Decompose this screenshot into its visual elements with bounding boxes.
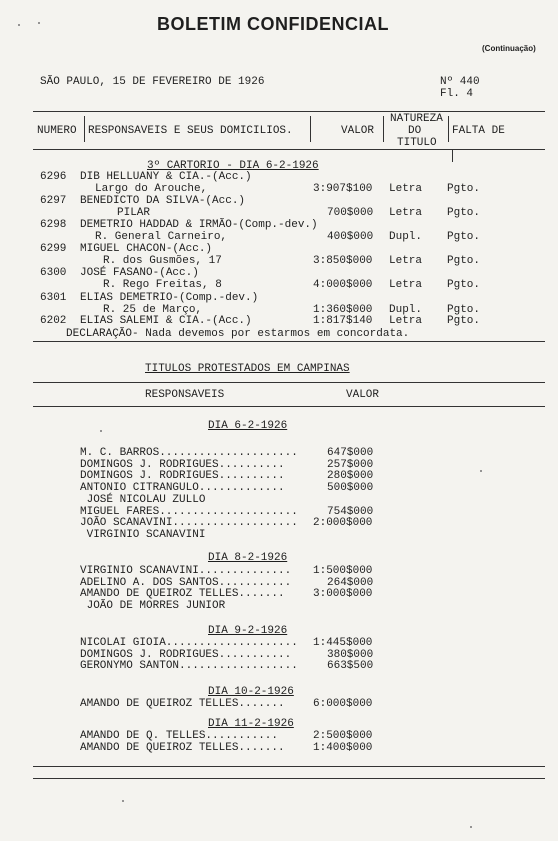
entry-address: R. 25 de Março,: [103, 304, 203, 316]
responsavel-name: DOMINGOS J. RODRIGUES: [80, 458, 219, 471]
value: 663$500: [327, 660, 374, 673]
col-natureza-1: NATUREZA: [390, 113, 443, 125]
table2-bottom-rule: [33, 778, 545, 779]
entry-name: BENEDICTO DA SILVA-(Acc.): [80, 195, 246, 207]
day-heading: DIA 11-2-1926: [208, 718, 294, 730]
responsavel-name: AMANDO DE QUEIROZ TELLES: [80, 588, 239, 601]
section-heading: 3º CARTORIO - DIA 6-2-1926: [147, 160, 319, 172]
entry-value: 3:850$000: [313, 255, 373, 267]
entry-address: Largo do Arouche,: [95, 183, 208, 195]
responsavel-name: VIRGINIO SCANAVINI: [80, 565, 199, 577]
col-divider: [452, 150, 453, 162]
entry-name: ELIAS SALEMI & CIA.-(Acc.): [80, 315, 252, 327]
entry-falta: Pgto.: [447, 304, 481, 316]
entry-falta: Pgto.: [447, 315, 481, 327]
scan-speck: [38, 22, 40, 24]
entry-number: 6202: [40, 315, 67, 327]
entry-value: 1:360$000: [313, 304, 373, 316]
responsavel-name: JOSÉ NICOLAU ZULLO: [80, 493, 206, 506]
entry-nature: Dupl.: [389, 231, 423, 243]
entry-number: 6301: [40, 292, 67, 304]
col-divider: [448, 116, 449, 142]
day-heading: DIA 10-2-1926: [208, 686, 294, 698]
value: 280$000: [327, 470, 374, 483]
day-heading: DIA 6-2-1926: [208, 420, 288, 432]
leader-dots: ..........: [218, 470, 285, 483]
value: 1:445$000: [313, 637, 373, 649]
value: 500$000: [327, 482, 374, 495]
col-falta: FALTA DE: [452, 125, 505, 137]
entry-falta: Pgto.: [447, 183, 481, 195]
entry-value: 4:000$000: [313, 279, 373, 291]
col-valor: VALOR: [341, 125, 375, 137]
col-responsaveis: RESPONSAVEIS E SEUS DOMICILIOS.: [88, 125, 293, 137]
value: 380$000: [327, 648, 374, 661]
entry-number: 6300: [40, 267, 67, 279]
entry-address: PILAR: [117, 207, 151, 219]
sheet-number: Fl. 4: [440, 88, 474, 100]
value: 264$000: [327, 576, 374, 589]
leader-dots: .....................: [159, 505, 298, 518]
value: 3:000$000: [313, 588, 373, 601]
responsavel-name: AMANDO DE QUEIROZ TELLES: [80, 741, 239, 754]
entry-number: 6299: [40, 243, 67, 255]
entry-number: 6298: [40, 219, 67, 231]
col-natureza-2: DO: [408, 125, 422, 137]
responsavel-name: JOÃO SCANAVINI: [80, 517, 173, 530]
col-numero: NUMERO: [37, 125, 77, 137]
table2-top-rule: [33, 382, 545, 383]
campinas-title: TITULOS PROTESTADOS EM CAMPINAS: [145, 363, 350, 375]
entry-name: MIGUEL CHACON-(Acc.): [80, 243, 213, 255]
entry-falta: Pgto.: [447, 255, 481, 267]
entry-value: 700$000: [327, 207, 374, 219]
value: 6:000$000: [313, 698, 373, 710]
entry-address: R. General Carneiro,: [95, 231, 228, 243]
entry-nature: Letra: [389, 315, 423, 327]
value: 1:400$000: [313, 741, 373, 754]
leader-dots: .....................: [159, 447, 298, 459]
scan-speck: [18, 24, 20, 26]
leader-dots: ...........: [205, 730, 279, 742]
leader-dots: .......: [238, 741, 285, 754]
responsavel-name: AMANDO DE Q. TELLES: [80, 730, 206, 742]
entry-falta: Pgto.: [447, 207, 481, 219]
declaration-note: DECLARAÇÃO- Nada devemos por estarmos em concordata.: [66, 328, 410, 340]
entry-name: DEMETRIO HADDAD & IRMÃO-(Comp.-dev.): [80, 219, 318, 231]
scan-speck: [470, 826, 472, 828]
entry-nature: Letra: [389, 207, 423, 219]
leader-dots: .......: [238, 698, 285, 710]
table1-top-rule: [33, 111, 545, 112]
leader-dots: ...................: [172, 517, 298, 530]
value: 2:500$000: [313, 730, 373, 742]
entry-address: R. dos Gusmões, 17: [103, 255, 222, 267]
entry-value: 3:907$100: [313, 183, 373, 195]
entry-nature: Letra: [389, 255, 423, 267]
value: 257$000: [327, 458, 374, 471]
table1-header-rule: [33, 149, 545, 150]
responsavel-name: MIGUEL FARES: [80, 505, 160, 518]
entry-nature: Dupl.: [389, 304, 423, 316]
entry-value: 400$000: [327, 231, 374, 243]
entry-nature: Letra: [389, 183, 423, 195]
leader-dots: ...........: [218, 648, 292, 661]
leader-dots: ..................: [179, 660, 298, 673]
responsavel-name: ANTONIO CITRANGULO: [80, 482, 199, 495]
responsavel-name: M. C. BARROS: [80, 447, 160, 459]
responsavel-name: JOÃO DE MORRES JUNIOR: [80, 600, 226, 613]
entry-address: R. Rego Freitas, 8: [103, 279, 222, 291]
entry-name: DIB HELLUANY & CIA.-(Acc.): [80, 171, 252, 183]
leader-dots: ..........: [218, 458, 285, 471]
entry-falta: Pgto.: [447, 231, 481, 243]
col-natureza-3: TITULO: [397, 137, 437, 149]
entry-nature: Letra: [389, 279, 423, 291]
table2-header-rule: [33, 406, 545, 407]
leader-dots: ..............: [198, 565, 292, 577]
leader-dots: ....................: [165, 637, 298, 649]
value: 2:000$000: [313, 517, 373, 530]
day-heading: DIA 9-2-1926: [208, 625, 288, 637]
date-line: SÃO PAULO, 15 DE FEVEREIRO DE 1926: [40, 76, 265, 88]
responsavel-name: GERONYMO SANTON: [80, 660, 180, 673]
scan-speck: [122, 800, 124, 802]
responsavel-name: VIRGINIO SCANAVINI: [80, 528, 206, 541]
responsavel-name: DOMINGOS J. RODRIGUES: [80, 648, 219, 661]
leader-dots: .......: [238, 588, 285, 601]
value: 647$000: [327, 447, 374, 459]
value: 754$000: [327, 505, 374, 518]
col-divider: [310, 116, 311, 142]
bulletin-number: Nº 440: [440, 76, 480, 88]
entry-falta: Pgto.: [447, 279, 481, 291]
col-responsaveis: RESPONSAVEIS: [145, 389, 225, 401]
value: 1:500$000: [313, 565, 373, 577]
col-divider: [84, 116, 85, 142]
table2-bottom-rule: [33, 766, 545, 767]
day-heading: DIA 8-2-1926: [208, 552, 288, 564]
responsavel-name: DOMINGOS J. RODRIGUES: [80, 470, 219, 483]
responsavel-name: AMANDO DE QUEIROZ TELLES: [80, 698, 239, 710]
continuation-label: (Continuação): [482, 44, 536, 53]
leader-dots: ...........: [218, 576, 292, 589]
scan-speck: [100, 430, 102, 432]
responsavel-name: ADELINO A. DOS SANTOS: [80, 576, 219, 589]
leader-dots: .............: [198, 482, 285, 495]
table1-bottom-rule: [33, 341, 545, 342]
entry-number: 6297: [40, 195, 67, 207]
scan-speck: [480, 470, 482, 472]
col-divider: [383, 116, 384, 142]
entry-name: ELIAS DEMETRIO-(Comp.-dev.): [80, 292, 259, 304]
col-valor: VALOR: [346, 389, 380, 401]
page-title: BOLETIM CONFIDENCIAL: [157, 14, 389, 34]
responsavel-name: NICOLAI GIOIA: [80, 637, 166, 649]
entry-name: JOSÉ FASANO-(Acc.): [80, 267, 199, 279]
entry-number: 6296: [40, 171, 67, 183]
entry-value: 1:817$140: [313, 315, 373, 327]
